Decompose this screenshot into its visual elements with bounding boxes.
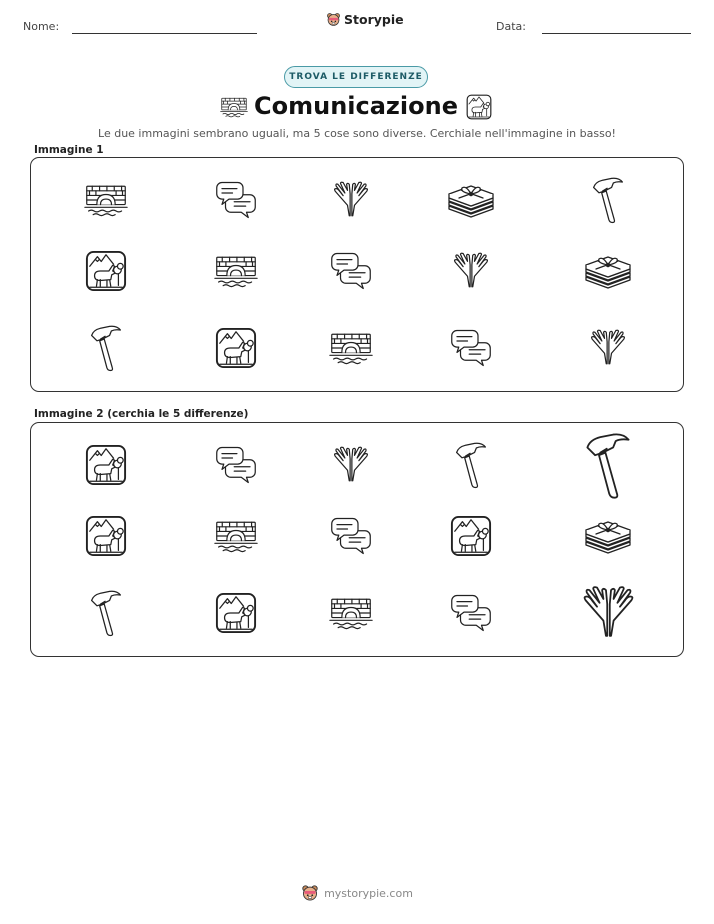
grid-cell [215,327,257,369]
open-hands-icon [577,585,640,641]
bridge-icon [329,331,373,365]
instructions: Le due immagini sembrano uguali, ma 5 cose sono diverse. Cerchiale nell'immagine in basso! [98,127,616,140]
hammer-icon [88,324,124,372]
grid-cell[interactable] [453,441,489,489]
grid-cell[interactable] [450,515,492,557]
grid-cell[interactable] [330,445,372,485]
image1-label: Immagine 1 [34,144,104,156]
name-label: Nome: [23,20,60,33]
grid-cell [330,251,372,291]
grid-cell[interactable] [329,596,373,630]
grid-cell [584,251,632,291]
brand-name: Storypie [344,12,404,27]
image2-label: Immagine 2 (cerchia le 5 differenze) [34,408,249,420]
letter-stack-icon [584,251,632,291]
bridge-icon [329,596,373,630]
grid-cell [450,251,492,291]
speech-bubbles-icon [450,328,492,368]
bridge-icon [84,183,128,217]
activity-badge: TROVA LE DIFFERENZE [284,66,428,88]
goat-tile-icon [215,592,257,634]
goat-tile-icon [450,515,492,557]
worksheet-header [0,0,714,50]
title-row [0,92,714,124]
grid-cell[interactable] [88,589,124,637]
grid-cell[interactable] [581,432,635,499]
grid-cell [450,328,492,368]
hammer-icon [88,589,124,637]
grid-cell[interactable] [215,592,257,634]
grid-cell [329,331,373,365]
grid-cell [85,250,127,292]
footer-url: mystorypie.com [324,886,413,900]
brand [326,12,404,27]
grid-cell[interactable] [584,516,632,556]
date-write-line[interactable] [542,33,691,34]
goat-tile-icon [85,250,127,292]
grid-cell [330,180,372,220]
footer [0,884,714,902]
hammer-icon [590,176,626,224]
speech-bubbles-icon [330,516,372,556]
speech-bubbles-icon [330,251,372,291]
letter-stack-icon [447,180,495,220]
open-hands-icon [330,180,372,220]
grid-cell[interactable] [85,515,127,557]
grid-cell[interactable] [85,444,127,486]
grid-cell[interactable] [215,445,257,485]
grid-cell[interactable] [330,516,372,556]
bridge-icon [214,519,258,553]
bear-mascot-icon [326,12,341,27]
goat-tile-icon [85,444,127,486]
grid-cell [214,254,258,288]
grid-cell [88,324,124,372]
hammer-icon [581,432,635,499]
open-hands-icon [587,328,629,368]
image2-panel[interactable] [30,422,684,657]
grid-cell [587,328,629,368]
bridge-icon [214,254,258,288]
grid-cell [84,183,128,217]
hammer-icon [453,441,489,489]
grid-cell [590,176,626,224]
grid-cell [447,180,495,220]
open-hands-icon [450,251,492,291]
grid-cell[interactable] [214,519,258,553]
grid-cell [215,180,257,220]
letter-stack-icon [584,516,632,556]
goat-tile-icon [466,94,492,120]
goat-tile-icon [85,515,127,557]
grid-cell[interactable] [450,593,492,633]
speech-bubbles-icon [215,180,257,220]
bear-mascot-icon [301,884,319,902]
date-label: Data: [496,20,526,33]
image1-panel [30,157,684,392]
grid-cell[interactable] [577,585,640,641]
speech-bubbles-icon [450,593,492,633]
name-write-line[interactable] [72,33,257,34]
goat-tile-icon [215,327,257,369]
speech-bubbles-icon [215,445,257,485]
page-title: Comunicazione [254,92,458,120]
open-hands-icon [330,445,372,485]
